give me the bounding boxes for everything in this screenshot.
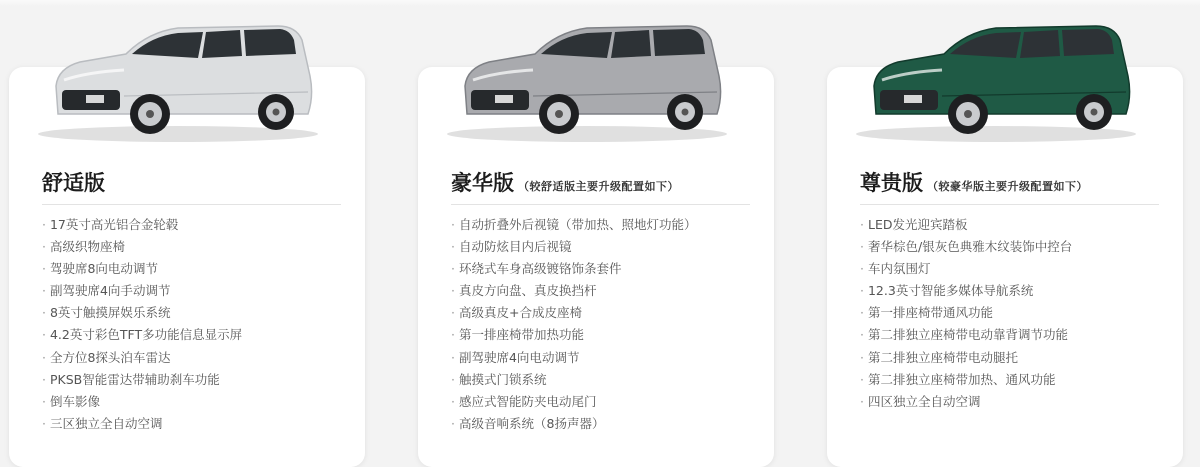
bullet: · (42, 283, 46, 299)
feature-text: 第一排座椅带加热功能 (458, 327, 584, 343)
bullet: · (451, 261, 455, 277)
feature-item (860, 347, 1072, 369)
feature-text: LED发光迎宾踏板 (867, 217, 968, 232)
feature-item (860, 258, 1072, 280)
feature-item (451, 324, 697, 346)
feature-item (451, 391, 697, 413)
feature-item (42, 347, 242, 369)
bullet: · (451, 327, 455, 343)
bullet: · (451, 305, 455, 321)
feature-list (451, 214, 697, 435)
bullet: · (860, 349, 864, 365)
feature-text: 8英寸触摸屏娱乐系统 (49, 305, 171, 321)
feature-text: 第二排独立座椅带电动腿托 (867, 349, 1018, 365)
bullet: · (860, 217, 864, 232)
feature-item (860, 391, 1072, 413)
feature-text: 自动防炫目内后视镜 (458, 239, 572, 255)
trim-name: 豪华版 (451, 171, 514, 195)
feature-text: 全方位8探头泊车雷达 (49, 349, 171, 365)
feature-item (42, 280, 242, 302)
feature-text: 12.3英寸智能多媒体导航系统 (867, 283, 1034, 299)
bullet: · (451, 239, 455, 255)
trim-title (860, 167, 1088, 197)
bullet: · (451, 393, 455, 409)
feature-text: 驾驶席8向电动调节 (49, 261, 158, 277)
bullet: · (860, 327, 864, 343)
feature-list (42, 214, 242, 435)
feature-text: 车内氛围灯 (867, 261, 931, 277)
bullet: · (42, 415, 46, 431)
feature-item (451, 347, 697, 369)
divider (860, 204, 1159, 205)
bullet: · (451, 349, 455, 365)
feature-item (42, 413, 242, 435)
feature-item (451, 413, 697, 435)
bullet: · (860, 393, 864, 409)
feature-item (451, 258, 697, 280)
feature-text: 17英寸高光铝合金轮毂 (49, 217, 179, 232)
feature-text: 副驾驶席4向电动调节 (458, 349, 580, 365)
bullet: · (42, 305, 46, 321)
feature-item (860, 302, 1072, 324)
bullet: · (451, 371, 455, 387)
trim-title (42, 167, 109, 197)
trim-subtitle: （较舒适版主要升级配置如下） (518, 180, 679, 193)
feature-item (860, 280, 1072, 302)
feature-item (451, 214, 697, 236)
feature-item (451, 369, 697, 391)
feature-item (451, 280, 697, 302)
bullet: · (42, 217, 46, 232)
feature-item (42, 369, 242, 391)
feature-item (42, 324, 242, 346)
feature-text: 高级真皮+合成皮座椅 (458, 305, 582, 321)
bullet: · (451, 283, 455, 299)
white-minivan-image (28, 6, 328, 146)
bullet: · (860, 239, 864, 255)
trim-name: 舒适版 (42, 171, 105, 195)
bullet: · (42, 371, 46, 387)
feature-text: 高级音响系统（8扬声器） (458, 415, 605, 431)
feature-item (42, 391, 242, 413)
bullet: · (860, 283, 864, 299)
feature-text: 四区独立全自动空调 (867, 393, 981, 409)
feature-text: 奢华棕色/银灰色典雅木纹装饰中控台 (867, 239, 1073, 255)
bullet: · (451, 217, 455, 232)
feature-item (451, 236, 697, 258)
divider (42, 204, 341, 205)
divider (451, 204, 750, 205)
feature-list (860, 214, 1072, 413)
trim-subtitle: （较豪华版主要升级配置如下） (927, 180, 1088, 193)
bullet: · (451, 415, 455, 431)
feature-text: 高级织物座椅 (49, 239, 125, 255)
feature-item (42, 302, 242, 324)
feature-text: 倒车影像 (49, 393, 100, 409)
bullet: · (860, 305, 864, 321)
feature-text: 环绕式车身高级镀铬饰条套件 (458, 261, 622, 277)
feature-text: 第二排独立座椅带电动靠背调节功能 (867, 327, 1068, 343)
bullet: · (42, 261, 46, 277)
feature-text: 触摸式门锁系统 (458, 371, 547, 387)
feature-item (860, 236, 1072, 258)
feature-text: 自动折叠外后视镜（带加热、照地灯功能） (458, 217, 697, 232)
bullet: · (42, 239, 46, 255)
feature-text: 真皮方向盘、真皮换挡杆 (458, 283, 597, 299)
bullet: · (860, 261, 864, 277)
green-minivan-image (846, 6, 1146, 146)
feature-text: 副驾驶席4向手动调节 (49, 283, 171, 299)
feature-item (451, 302, 697, 324)
feature-item (42, 258, 242, 280)
silver-minivan-image (437, 6, 737, 146)
feature-item (42, 214, 242, 236)
feature-text: PKSB智能雷达带辅助刹车功能 (49, 371, 220, 387)
feature-text: 三区独立全自动空调 (49, 415, 163, 431)
feature-text: 第二排独立座椅带加热、通风功能 (867, 371, 1056, 387)
bullet: · (860, 371, 864, 387)
bullet: · (42, 349, 46, 365)
feature-item (860, 324, 1072, 346)
bullet: · (42, 327, 46, 343)
feature-text: 4.2英寸彩色TFT多功能信息显示屏 (49, 327, 243, 343)
feature-text: 第一排座椅带通风功能 (867, 305, 993, 321)
feature-item (42, 236, 242, 258)
feature-item (860, 214, 1072, 236)
feature-item (860, 369, 1072, 391)
bullet: · (42, 393, 46, 409)
trim-name: 尊贵版 (860, 171, 923, 195)
feature-text: 感应式智能防夹电动尾门 (458, 393, 597, 409)
trim-title (451, 167, 679, 197)
